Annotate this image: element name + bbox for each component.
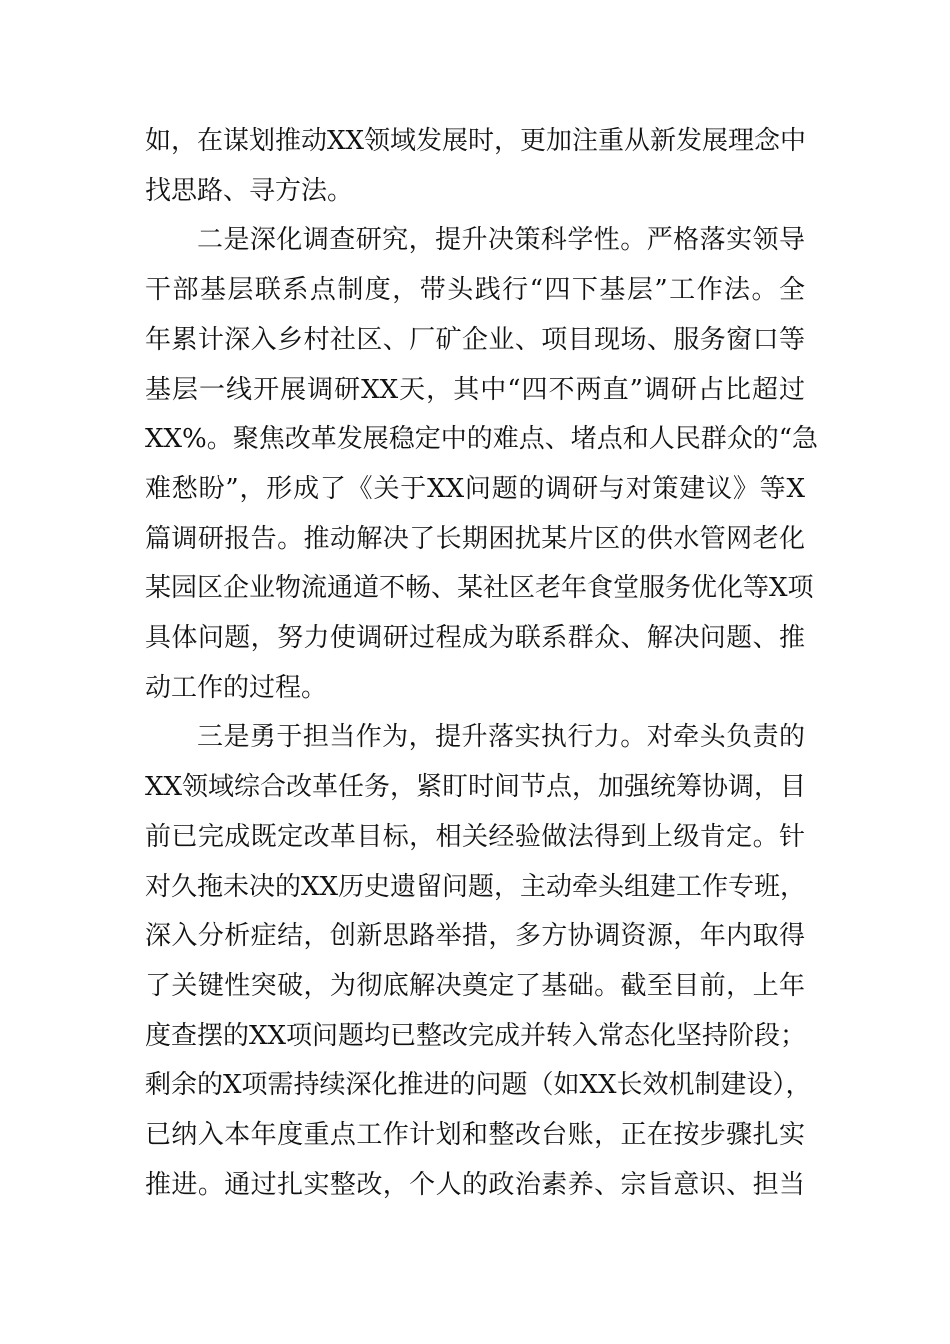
- paragraph-line: 具体问题，努力使调研过程成为联系群众、解决问题、推: [145, 623, 805, 653]
- paragraph-line: 如，在谋划推动XX领域发展时，更加注重从新发展理念中: [145, 126, 807, 156]
- paragraph-line: 了关键性突破，为彻底解决奠定了基础。截至目前，上年: [145, 970, 805, 1001]
- paragraph-line: 剩余的X项需持续深化推进的问题（如XX长效机制建设），: [145, 1070, 812, 1101]
- paragraph-line: 干部基层联系点制度，带头践行“四下基层”工作法。全: [145, 275, 805, 306]
- paragraph-line: 前已完成既定改革目标，相关经验做法得到上级肯定。针: [145, 821, 805, 852]
- paragraph-line: 某园区企业物流通道不畅、某社区老年食堂服务优化等X项: [145, 573, 814, 604]
- paragraph-line: 深入分析症结，创新思路举措，多方协调资源，年内取得: [145, 921, 805, 952]
- paragraph-line: 篇调研报告。推动解决了长期困扰某片区的供水管网老化: [145, 523, 805, 554]
- paragraph-line: XX%。聚焦改革发展稳定中的难点、堵点和人民群众的“急: [145, 424, 819, 455]
- paragraph-line: 度查摆的XX项问题均已整改完成并转入常态化坚持阶段；: [145, 1020, 807, 1051]
- paragraph-line: 基层一线开展调研XX天，其中“四不两直”调研占比超过: [145, 374, 805, 405]
- paragraph-line: 三是勇于担当作为，提升落实执行力。对牵头负责的: [197, 722, 805, 753]
- paragraph-line: 年累计深入乡村社区、厂矿企业、项目现场、服务窗口等: [145, 324, 805, 355]
- paragraph-line: 动工作的过程。: [145, 672, 328, 703]
- paragraph-line: 二是深化调查研究，提升决策科学性。严格落实领导: [197, 225, 805, 256]
- paragraph-line: 找思路、寻方法。: [145, 175, 354, 206]
- paragraph-line: 推进。通过扎实整改，个人的政治素养、宗旨意识、担当: [145, 1169, 805, 1200]
- paragraph-line: XX领域综合改革任务，紧盯时间节点，加强统筹协调，目: [145, 772, 807, 803]
- paragraph-line: 难愁盼”，形成了《关于XX问题的调研与对策建议》等X: [145, 473, 805, 504]
- paragraph-line: 已纳入本年度重点工作计划和整改台账，正在按步骤扎实: [145, 1120, 805, 1150]
- paragraph-line: 对久拖未决的XX历史遗留问题，主动牵头组建工作专班，: [145, 871, 807, 902]
